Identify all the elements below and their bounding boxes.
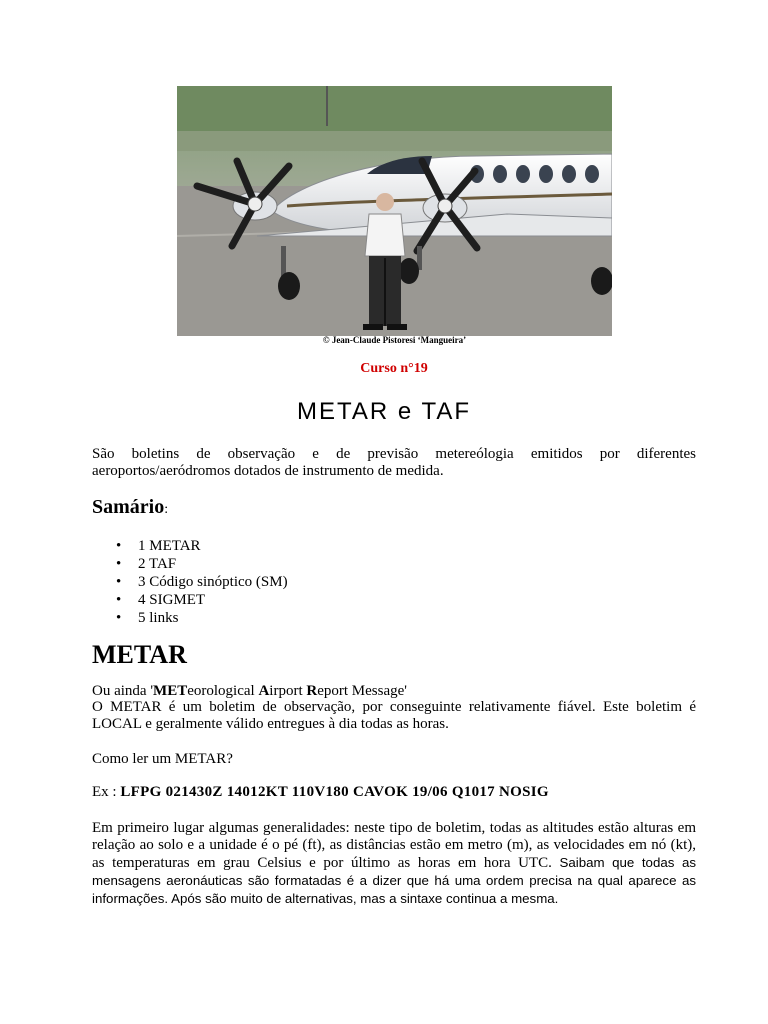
summary-item-links[interactable] xyxy=(92,609,288,627)
summary-heading-colon: : xyxy=(164,502,169,517)
metar-description: O METAR é um boletim de observação, por conseguinte relativamente fiável. Este boletim é LOCAL e geralmente válido entregues à dia todas as horas. xyxy=(92,699,696,732)
pilot-figure xyxy=(363,193,407,330)
course-label: Curso n°19 xyxy=(360,361,428,376)
metar-expansion-text-3: eport Message' xyxy=(317,683,407,699)
bullet-icon: • xyxy=(116,574,122,590)
metar-heading: METAR xyxy=(92,640,187,669)
aircraft-photo xyxy=(177,86,612,336)
page-title: METAR e TAF xyxy=(296,398,471,425)
generalities-part-2: Saibam que todas as mensagens aeronáuticas são formatadas é a dizer que há uma ordem precisa na qual aparece as informações. Após são muito de alternativas, mas a sintaxe continua a mesma. xyxy=(92,855,696,906)
bullet-icon: • xyxy=(116,538,122,554)
aircraft-illustration xyxy=(177,86,612,336)
metar-expansion xyxy=(92,683,696,700)
summary-item-label: 4 SIGMET xyxy=(138,592,206,608)
metar-expansion-text-2: irport xyxy=(269,683,307,699)
example-prefix: Ex : xyxy=(92,784,121,800)
bullet-icon: • xyxy=(116,610,122,626)
generalities-part-1: Em primeiro lugar algumas generalidades: neste tipo de boletim, todas as altitudes estão alturas em relação ao solo e a unidade é o pé (ft), as distâncias estão em metro (m), as velocidades em nó (kt), as temperaturas em grau Celsius e por último as horas em hora UTC. xyxy=(92,820,696,871)
summary-item-taf[interactable] xyxy=(92,555,288,573)
summary-item-synoptic[interactable] xyxy=(92,573,288,591)
bullet-icon: • xyxy=(116,592,122,608)
metar-example xyxy=(92,784,696,801)
metar-expansion-bold-2: A xyxy=(258,683,270,699)
summary-item-label: 1 METAR xyxy=(138,538,201,554)
summary-item-label: 5 links xyxy=(138,610,179,626)
photo-credit: © Jean-Claude Pistoresi ‘Mangueira’ xyxy=(322,335,467,345)
metar-expansion-bold-1: MET xyxy=(153,683,188,699)
metar-expansion-prefix: Ou ainda ' xyxy=(92,683,154,699)
bullet-icon: • xyxy=(116,556,122,572)
summary-heading xyxy=(92,496,168,519)
summary-heading-text: Samário xyxy=(92,496,165,518)
intro-paragraph: São boletins de observação e de previsão metereólogia emitidos por diferentes aeroportos/aeródromos dotados de instrumento de medida. xyxy=(92,446,696,479)
example-code: LFPG 021430Z 14012KT 110V180 CAVOK 19/06 Q1017 NOSIG xyxy=(120,784,549,800)
metar-expansion-text-1: eorological xyxy=(187,683,259,699)
summary-item-label: 2 TAF xyxy=(138,556,177,572)
summary-item-metar[interactable] xyxy=(92,537,288,555)
metar-expansion-bold-3: R xyxy=(306,683,318,699)
howto-question: Como ler um METAR? xyxy=(92,751,233,767)
summary-item-sigmet[interactable] xyxy=(92,591,288,609)
summary-item-label: 3 Código sinóptico (SM) xyxy=(138,574,288,590)
summary-list xyxy=(92,537,288,627)
generalities-paragraph xyxy=(92,820,696,908)
